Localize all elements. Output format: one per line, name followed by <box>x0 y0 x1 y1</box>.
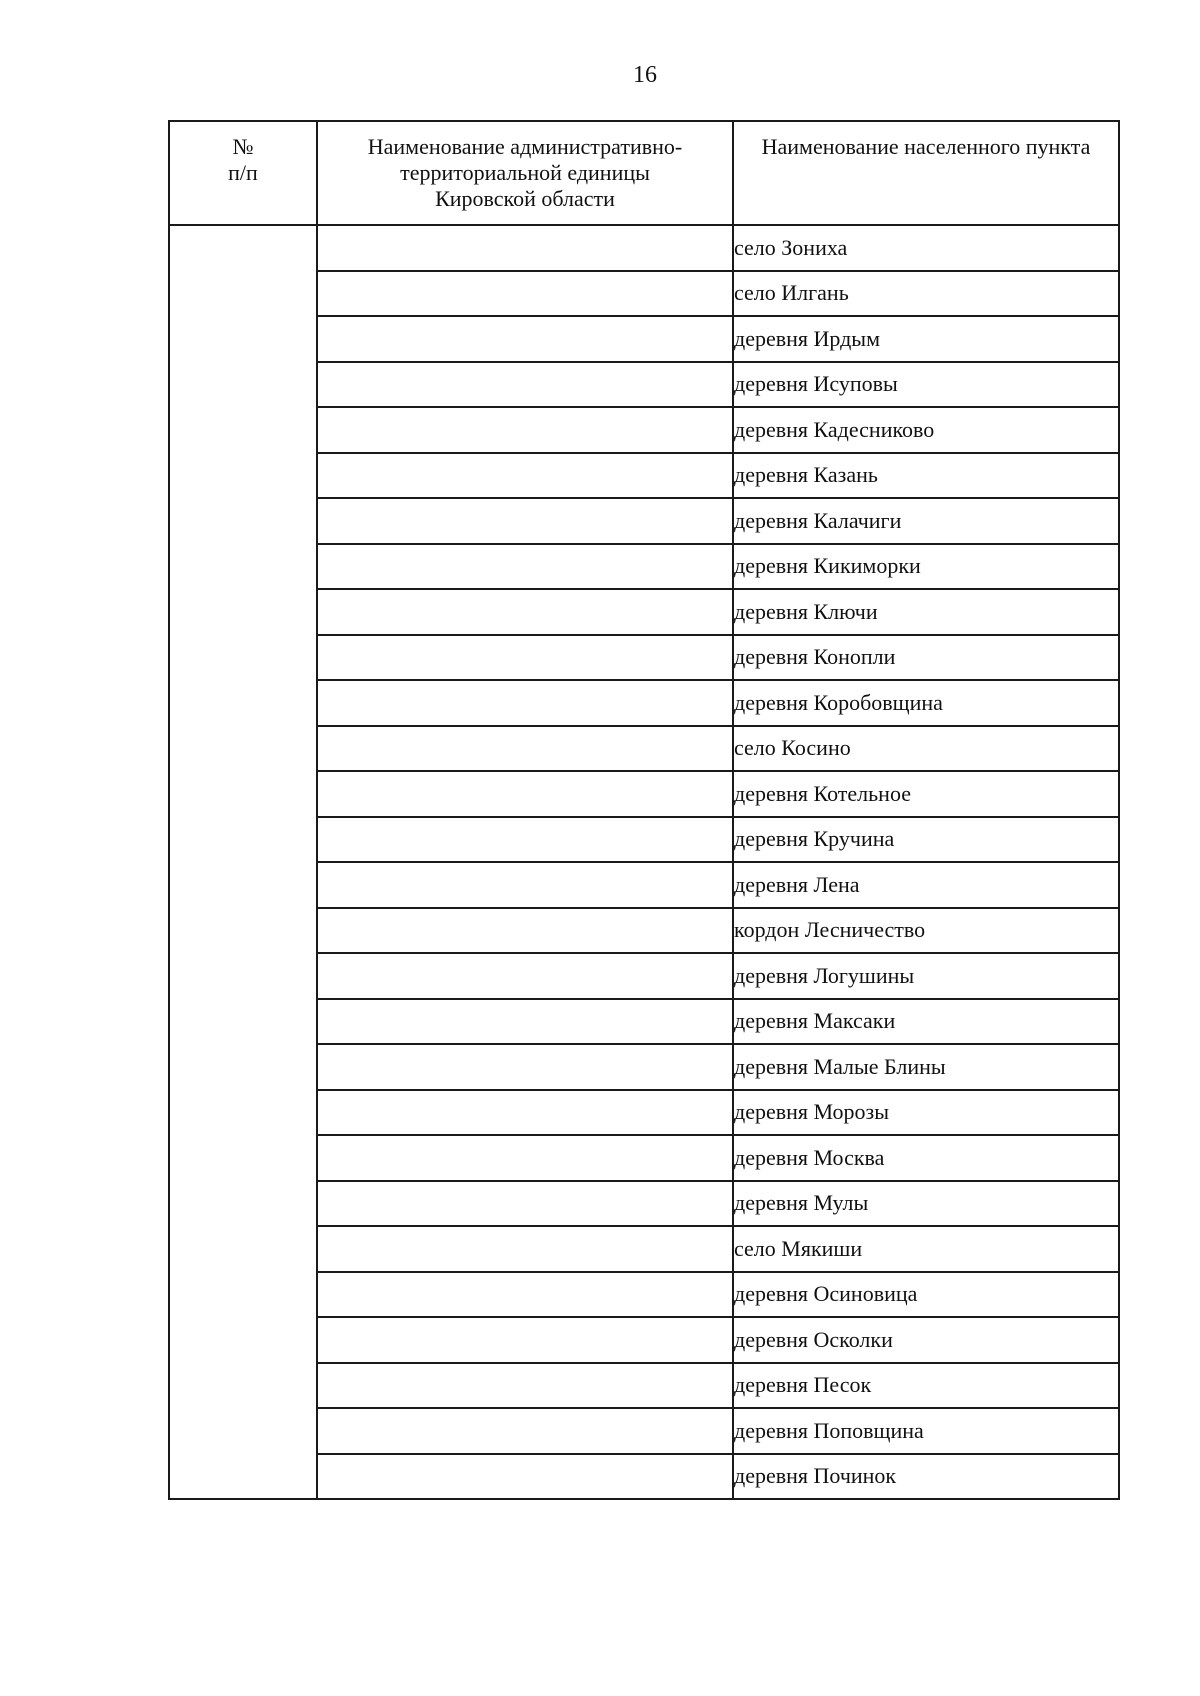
header-admin-unit-line: Наименование административно- <box>367 134 683 159</box>
settlement-cell: деревня Калачиги <box>733 498 1119 544</box>
settlement-cell: село Зониха <box>733 225 1119 271</box>
admin-unit-cell <box>317 316 733 362</box>
admin-unit-cell <box>317 589 733 635</box>
settlement-cell: деревня Морозы <box>733 1090 1119 1136</box>
header-number <box>169 121 317 225</box>
admin-unit-cell <box>317 680 733 726</box>
settlement-cell: деревня Исуповы <box>733 362 1119 408</box>
table-row <box>169 225 1119 271</box>
admin-unit-cell <box>317 635 733 681</box>
settlement-cell: деревня Максаки <box>733 999 1119 1045</box>
settlement-cell: деревня Казань <box>733 453 1119 499</box>
settlement-cell: деревня Осиновица <box>733 1272 1119 1318</box>
settlement-cell: село Мякиши <box>733 1226 1119 1272</box>
settlement-cell: кордон Лесничество <box>733 908 1119 954</box>
admin-unit-cell <box>317 1181 733 1227</box>
admin-unit-cell <box>317 1408 733 1454</box>
settlement-cell: деревня Москва <box>733 1135 1119 1181</box>
settlement-cell: деревня Осколки <box>733 1317 1119 1363</box>
settlement-cell: деревня Малые Блины <box>733 1044 1119 1090</box>
admin-unit-cell <box>317 1044 733 1090</box>
admin-unit-cell <box>317 1272 733 1318</box>
page-number: 16 <box>633 62 657 88</box>
settlement-cell: деревня Котельное <box>733 771 1119 817</box>
header-number-line: № <box>232 134 254 159</box>
settlement-cell: деревня Ключи <box>733 589 1119 635</box>
settlements-table <box>168 120 1120 1500</box>
admin-unit-cell <box>317 1226 733 1272</box>
admin-unit-cell <box>317 953 733 999</box>
admin-unit-cell <box>317 817 733 863</box>
header-admin-unit-line: территориальной единицы <box>400 160 650 185</box>
admin-unit-cell <box>317 362 733 408</box>
admin-unit-cell <box>317 407 733 453</box>
settlement-cell: деревня Коробовщина <box>733 680 1119 726</box>
header-admin-unit-line: Кировской области <box>435 186 615 211</box>
settlement-cell: деревня Ирдым <box>733 316 1119 362</box>
settlement-cell: деревня Кикиморки <box>733 544 1119 590</box>
admin-unit-cell <box>317 999 733 1045</box>
admin-unit-cell <box>317 1135 733 1181</box>
admin-unit-cell <box>317 1454 733 1500</box>
header-number-line: п/п <box>228 160 258 185</box>
admin-unit-cell <box>317 271 733 317</box>
header-settlement-line: Наименование населенного пункта <box>761 134 1091 159</box>
number-cell <box>169 225 317 1499</box>
admin-unit-cell <box>317 544 733 590</box>
settlement-cell: село Косино <box>733 726 1119 772</box>
admin-unit-cell <box>317 1363 733 1409</box>
admin-unit-cell <box>317 225 733 271</box>
header-settlement <box>733 121 1119 225</box>
admin-unit-cell <box>317 771 733 817</box>
table-body <box>169 225 1119 1499</box>
settlement-cell: деревня Мулы <box>733 1181 1119 1227</box>
header-admin-unit <box>317 121 733 225</box>
admin-unit-cell <box>317 453 733 499</box>
admin-unit-cell <box>317 1317 733 1363</box>
table-header-row <box>169 121 1119 225</box>
admin-unit-cell <box>317 908 733 954</box>
settlement-cell: деревня Логушины <box>733 953 1119 999</box>
settlement-cell: деревня Кадесниково <box>733 407 1119 453</box>
admin-unit-cell <box>317 498 733 544</box>
settlement-cell: деревня Конопли <box>733 635 1119 681</box>
admin-unit-cell <box>317 1090 733 1136</box>
settlement-cell: деревня Лена <box>733 862 1119 908</box>
settlement-cell: деревня Песок <box>733 1363 1119 1409</box>
settlement-cell: деревня Починок <box>733 1454 1119 1500</box>
admin-unit-cell <box>317 862 733 908</box>
settlement-cell: село Илгань <box>733 271 1119 317</box>
settlement-cell: деревня Поповщина <box>733 1408 1119 1454</box>
settlement-cell: деревня Кручина <box>733 817 1119 863</box>
admin-unit-cell <box>317 726 733 772</box>
